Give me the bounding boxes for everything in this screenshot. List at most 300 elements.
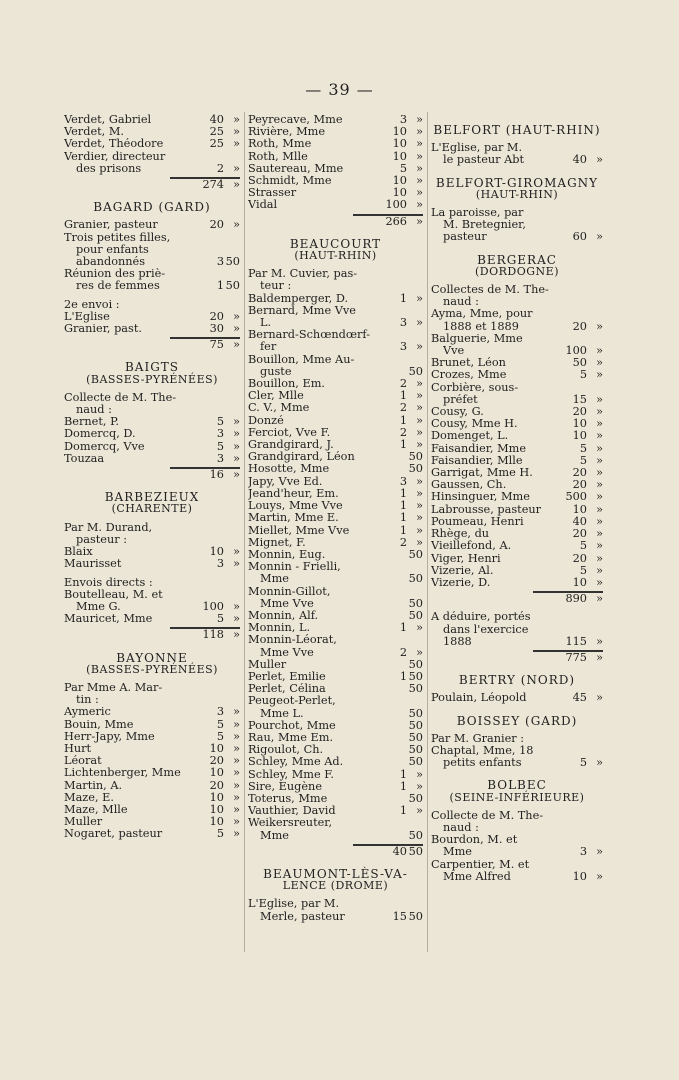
entry-row: [248, 293, 423, 305]
entry-name: Touzaa: [64, 452, 105, 465]
entry-amount: 5: [579, 539, 587, 553]
entry-amount: 1: [399, 669, 407, 683]
entry-amount: 3: [579, 845, 587, 859]
entry-cents: 50: [408, 743, 423, 757]
entry-name: Martin, Mme E.: [248, 512, 339, 525]
entry-name: Muller: [64, 816, 103, 829]
total-amount: 274: [202, 178, 224, 192]
entry-row: [248, 830, 423, 842]
entry-row: [431, 540, 603, 552]
entry-name: L.: [260, 317, 272, 330]
entry-row: [431, 231, 603, 243]
entry-name: Peugeot-Perlet,: [248, 695, 336, 708]
entry-cents: »: [596, 319, 603, 333]
section-heading: BAIGTS: [124, 360, 180, 375]
entry-row: [431, 321, 603, 333]
entry-amount: 5: [216, 729, 224, 743]
entry-amount: 45: [572, 691, 587, 705]
entry-name: Roth, Mlle: [248, 150, 308, 163]
entry-name: pasteur :: [76, 533, 128, 546]
entry-name: Chaptal, Mme, 18: [431, 744, 534, 757]
entry-row: [248, 305, 423, 317]
entry-name: Miellet, Mme Vve: [248, 524, 350, 537]
entry-row: [64, 232, 240, 244]
entry-amount: 20: [572, 527, 587, 541]
entry-row: [248, 488, 423, 500]
entry-name: Cler, Mlle: [248, 390, 304, 403]
entry-row: [248, 476, 423, 488]
entry-row: [64, 694, 240, 706]
section-heading: BOLBEC: [487, 778, 547, 793]
entry-amount: 20: [209, 778, 224, 792]
entry-row: [64, 268, 240, 280]
section-total: [64, 629, 240, 641]
entry-amount: 20: [572, 319, 587, 333]
entry-amount: 20: [572, 405, 587, 419]
total-cents: 50: [408, 844, 423, 858]
entry-cents: »: [596, 634, 603, 648]
entry-name: Bourdon, M. et: [431, 834, 518, 847]
entry-cents: »: [596, 563, 603, 577]
entry-cents: »: [596, 392, 603, 406]
entry-name: Louys, Mme Vve: [248, 500, 343, 513]
entry-amount: 1: [399, 523, 407, 537]
entry-cents: »: [233, 729, 240, 743]
entry-cents: »: [233, 802, 240, 816]
entry-name: Nogaret, pasteur: [64, 828, 163, 841]
section-total: [248, 216, 423, 228]
entry-row: [248, 634, 423, 646]
entry-cents: 50: [408, 718, 423, 732]
entry-amount: 2: [399, 645, 407, 659]
entry-cents: »: [233, 439, 240, 453]
entry-row: [248, 317, 423, 329]
entry-row: [431, 528, 603, 540]
entry-amount: 2: [399, 425, 407, 439]
entry-row: [248, 769, 423, 781]
entry-name: naud :: [443, 296, 479, 309]
entry-name: pasteur: [443, 231, 487, 244]
entry-name: pour enfants: [76, 243, 149, 256]
entry-cents: »: [596, 514, 603, 528]
entry-name: 1888 et 1889: [443, 320, 519, 333]
entry-amount: 15: [572, 392, 587, 406]
entry-row: [64, 601, 240, 613]
entry-amount: 10: [572, 429, 587, 443]
entry-cents: »: [416, 186, 423, 200]
entry-cents: »: [596, 453, 603, 467]
entry-cents: »: [233, 309, 240, 323]
column-divider-2: [427, 112, 428, 952]
entry-name: Peyrecave, Mme: [248, 114, 343, 126]
entry-cents: »: [596, 429, 603, 443]
column-divider-1: [244, 112, 245, 952]
entry-name: le pasteur Abt: [443, 154, 525, 167]
entry-name: Herr-Japy, Mme: [64, 730, 155, 743]
section-heading: BARBEZIEUX: [104, 490, 200, 505]
entry-cents: »: [596, 551, 603, 565]
entry-row: [248, 151, 423, 163]
entry-cents: »: [233, 612, 240, 626]
entry-row: [248, 622, 423, 634]
entry-row: [248, 744, 423, 756]
entry-amount: 3: [216, 255, 224, 269]
entry-row: [64, 828, 240, 840]
total-amount: 16: [209, 468, 224, 482]
entry-row: [431, 284, 603, 296]
section-region: (SEINE-INFÉRIEURE): [449, 790, 585, 804]
entry-row: [431, 553, 603, 565]
entry-cents: »: [233, 137, 240, 151]
section-total: [64, 469, 240, 481]
entry-cents: »: [233, 218, 240, 232]
entry-amount: 3: [399, 340, 407, 354]
entry-row: [248, 683, 423, 695]
entry-cents: »: [416, 438, 423, 452]
entry-row: [64, 816, 240, 828]
entry-row: [248, 659, 423, 671]
entry-cents: 50: [408, 364, 423, 378]
entry-name: Verdet, M.: [64, 126, 125, 139]
entry-row: [64, 163, 240, 175]
entry-row: [248, 199, 423, 211]
entry-name: Bouin, Mme: [64, 718, 134, 731]
entry-name: Mme Alfred: [443, 870, 511, 883]
entry-amount: 20: [209, 754, 224, 768]
entry-name: Grandgirard, J.: [248, 439, 334, 452]
entry-row: [431, 577, 603, 589]
entry-name: Hinsinguer, Mme: [431, 491, 530, 504]
entry-name: Bernet, P.: [64, 416, 119, 429]
entry-name: Faisandier, Mlle: [431, 454, 523, 467]
entry-row: [248, 732, 423, 744]
entry-amount: 5: [579, 756, 587, 770]
entry-name: Strasser: [248, 187, 297, 200]
entry-amount: 10: [572, 575, 587, 589]
entry-row: [64, 428, 240, 440]
entry-name: Grandgirard, Léon: [248, 451, 355, 464]
entry-name: Envois directs :: [64, 576, 153, 589]
entry-name: Sautereau, Mme: [248, 162, 344, 175]
entry-name: Aymeric: [64, 706, 111, 719]
entry-cents: »: [233, 161, 240, 175]
entry-name: fer: [260, 341, 277, 354]
entry-row: [431, 207, 603, 219]
entry-row: [431, 611, 603, 623]
entry-name: L'Eglise, par M.: [248, 898, 340, 911]
entry-cents: »: [596, 230, 603, 244]
entry-cents: »: [596, 478, 603, 492]
entry-name: Monnin - Frielli,: [248, 561, 341, 574]
entry-row: [64, 682, 240, 694]
total-cents: »: [233, 338, 240, 352]
entry-amount: 100: [385, 198, 407, 212]
section-total: [64, 179, 240, 191]
section-heading-cont: LENCE (DROME): [282, 879, 389, 893]
total-amount: 775: [565, 650, 587, 664]
entry-row: [248, 549, 423, 561]
entry-name: Muller: [248, 658, 287, 671]
entry-name: Perlet, Célina: [248, 683, 326, 696]
entry-cents: »: [596, 539, 603, 553]
entry-cents: 50: [225, 255, 240, 269]
section-total: [431, 593, 603, 605]
entry-amount: 30: [209, 322, 224, 336]
entry-name: Balguerie, Mme: [431, 332, 523, 345]
entry-cents: »: [233, 125, 240, 139]
entry-name: guste: [260, 365, 292, 378]
entry-name: Schley, Mme F.: [248, 768, 334, 781]
entry-cents: »: [416, 291, 423, 305]
section-total: [248, 846, 423, 858]
section-heading: BEAUMONT-LÈS-VA-: [263, 866, 408, 881]
entry-name: Trois petites filles,: [64, 231, 171, 244]
entry-row: [64, 256, 240, 268]
entry-amount: 10: [209, 741, 224, 755]
section-region: (DORDOGNE): [475, 264, 559, 278]
entry-cents: »: [233, 741, 240, 755]
entry-amount: 1: [399, 291, 407, 305]
section-region: (BASSES-PYRÉNÉES): [86, 372, 218, 386]
entry-row: [248, 793, 423, 805]
total-cents: »: [596, 592, 603, 606]
entry-row: [248, 427, 423, 439]
total-cents: »: [233, 628, 240, 642]
entry-amount: 10: [572, 417, 587, 431]
entry-cents: 50: [408, 791, 423, 805]
entry-name: Par M. Durand,: [64, 521, 153, 534]
entry-name: res de femmes: [76, 280, 160, 293]
entry-cents: »: [596, 502, 603, 516]
entry-name: Rigoulot, Ch.: [248, 744, 324, 757]
entry-name: L'Eglise, par M.: [431, 142, 523, 155]
entry-amount: 5: [216, 612, 224, 626]
entry-cents: 50: [408, 669, 423, 683]
entry-name: abandonnés: [76, 256, 146, 269]
entry-name: Vidal: [248, 199, 278, 212]
section-heading: BELFORT-GIROMAGNY: [435, 175, 599, 190]
entry-amount: 1: [399, 779, 407, 793]
entry-name: Bouillon, Em.: [248, 378, 326, 391]
section-region: (CHARENTE): [111, 502, 193, 516]
entry-row: [431, 733, 603, 745]
entry-row: [431, 357, 603, 369]
total-amount: 266: [385, 214, 407, 228]
entry-amount: 20: [209, 309, 224, 323]
entry-name: Mme G.: [76, 600, 121, 613]
entry-name: 2e envoi :: [64, 298, 120, 311]
entry-cents: »: [416, 425, 423, 439]
entry-cents: »: [596, 153, 603, 167]
entry-row: [64, 558, 240, 570]
entry-amount: 10: [392, 186, 407, 200]
entry-name: Par Mme A. Mar-: [64, 681, 163, 694]
entry-amount: 5: [579, 563, 587, 577]
entry-name: Baldemperger, D.: [248, 292, 349, 305]
entry-cents: »: [596, 845, 603, 859]
entry-row: [248, 561, 423, 573]
entry-amount: 10: [392, 149, 407, 163]
section-heading: BERTRY (NORD): [458, 673, 576, 688]
entry-name: Martin, A.: [64, 779, 123, 792]
entry-amount: 40: [572, 514, 587, 528]
entry-row: [431, 154, 603, 166]
entry-cents: »: [416, 499, 423, 513]
entry-name: Bernard, Mme Vve: [248, 304, 356, 317]
entry-row: [248, 805, 423, 817]
section-total: [431, 652, 603, 664]
entry-amount: 3: [216, 451, 224, 465]
entry-name: Mme Vve: [260, 597, 314, 610]
entry-name: Weikersreuter,: [248, 817, 333, 830]
entry-row: [248, 415, 423, 427]
entry-name: Vieillefond, A.: [431, 540, 512, 553]
entry-row: [248, 280, 423, 292]
entry-amount: 1: [399, 511, 407, 525]
entry-cents: »: [596, 756, 603, 770]
section-region: (HAUT-RHIN): [294, 249, 377, 263]
entry-name: Monnin, Eug.: [248, 548, 326, 561]
entry-cents: »: [416, 113, 423, 126]
entry-row: [248, 720, 423, 732]
entry-row: [64, 323, 240, 335]
section-region: (HAUT-RHIN): [475, 187, 559, 201]
entry-row: [248, 610, 423, 622]
entry-amount: 40: [209, 113, 224, 126]
entry-amount: 2: [399, 535, 407, 549]
entry-row: [64, 719, 240, 731]
entry-row: [248, 911, 423, 923]
entry-name: Rhège, du: [431, 528, 490, 541]
section-heading: BOISSEY (GARD): [456, 713, 578, 728]
entry-cents: »: [416, 486, 423, 500]
entry-cents: 50: [408, 755, 423, 769]
entry-row: [64, 577, 240, 589]
entry-cents: »: [416, 161, 423, 175]
entry-cents: »: [416, 535, 423, 549]
entry-cents: »: [596, 417, 603, 431]
entry-name: Jeand'heur, Em.: [248, 487, 339, 500]
entry-row: [431, 296, 603, 308]
entry-name: Par M. Cuvier, pas-: [248, 268, 358, 281]
entry-cents: »: [416, 316, 423, 330]
entry-cents: »: [416, 523, 423, 537]
entry-name: Japy, Vve Ed.: [248, 475, 323, 488]
entry-cents: »: [416, 340, 423, 354]
entry-name: Verdet, Gabriel: [64, 114, 152, 126]
entry-cents: 50: [408, 462, 423, 476]
entry-amount: 5: [216, 415, 224, 429]
entry-row: [431, 636, 603, 648]
entry-amount: 1: [399, 804, 407, 818]
entry-cents: »: [233, 717, 240, 731]
section-heading: BAGARD (GARD): [93, 200, 211, 215]
entry-row: [64, 441, 240, 453]
entry-name: Vve: [443, 345, 465, 358]
entry-name: Bernard-Schœndœrf-: [248, 329, 371, 342]
entry-amount: 3: [216, 705, 224, 719]
entry-name: Faisandier, Mme: [431, 442, 527, 455]
entry-name: Mauricet, Mme: [64, 613, 153, 626]
entry-name: Bouillon, Mme Au-: [248, 353, 355, 366]
entry-row: [248, 781, 423, 793]
entry-cents: 50: [408, 547, 423, 561]
entry-cents: »: [596, 344, 603, 358]
entry-cents: »: [233, 113, 240, 126]
entry-name: Monnin, Alf.: [248, 609, 319, 622]
entry-name: Mignet, F.: [248, 536, 306, 549]
entry-amount: 15: [392, 909, 407, 923]
entry-row: [431, 834, 603, 846]
entry-amount: 10: [572, 502, 587, 516]
entry-cents: 50: [225, 279, 240, 293]
entry-amount: 2: [216, 161, 224, 175]
entry-amount: 1: [216, 279, 224, 293]
entry-row: [64, 299, 240, 311]
entry-row: [431, 443, 603, 455]
entry-row: [431, 491, 603, 503]
entry-name: La paroisse, par: [431, 207, 524, 220]
entry-row: [248, 451, 423, 463]
entry-name: Monnin-Gillot,: [248, 585, 331, 598]
total-amount: 890: [565, 592, 587, 606]
total-amount: 75: [209, 338, 224, 352]
entry-cents: »: [596, 691, 603, 705]
entry-amount: 25: [209, 125, 224, 139]
entry-cents: »: [416, 621, 423, 635]
entry-cents: »: [596, 527, 603, 541]
entry-name: Pourchot, Mme: [248, 719, 336, 732]
section-heading: BEAUCOURT: [289, 236, 382, 251]
entry-amount: 10: [572, 869, 587, 883]
entry-name: A déduire, portés: [431, 611, 531, 624]
entry-cents: »: [416, 413, 423, 427]
entry-name: naud :: [443, 821, 479, 834]
entry-row: [431, 757, 603, 769]
entry-amount: 10: [209, 545, 224, 559]
entry-row: [248, 366, 423, 378]
total-amount: 40: [392, 844, 407, 858]
entry-amount: 40: [572, 153, 587, 167]
entry-name: Vizerie, Al.: [431, 564, 494, 577]
entry-cents: »: [596, 356, 603, 370]
entry-name: Schley, Mme Ad.: [248, 756, 344, 769]
entry-name: M. Bretegnier,: [443, 219, 526, 232]
column-1: [64, 114, 240, 841]
entry-name: 1888: [443, 635, 472, 648]
entry-name: Verdier, directeur: [64, 150, 166, 163]
entry-row: [431, 822, 603, 834]
entry-name: Lichtenberger, Mme: [64, 767, 181, 780]
entry-row: [248, 598, 423, 610]
entry-row: [431, 810, 603, 822]
entry-name: Labrousse, pasteur: [431, 503, 542, 516]
entry-name: petits enfants: [443, 757, 522, 770]
entry-name: Verdet, Théodore: [64, 138, 164, 151]
entry-amount: 60: [572, 230, 587, 244]
entry-cents: 50: [408, 572, 423, 586]
entry-name: Merle, pasteur: [260, 910, 345, 923]
entry-amount: 3: [216, 427, 224, 441]
entry-amount: 5: [399, 161, 407, 175]
entry-cents: »: [233, 790, 240, 804]
entry-amount: 100: [202, 599, 224, 613]
entry-cents: »: [416, 125, 423, 139]
entry-name: Vauthier, David: [248, 805, 336, 818]
entry-name: Monnin-Léorat,: [248, 634, 337, 647]
entry-row: [431, 308, 603, 320]
entry-row: [64, 404, 240, 416]
